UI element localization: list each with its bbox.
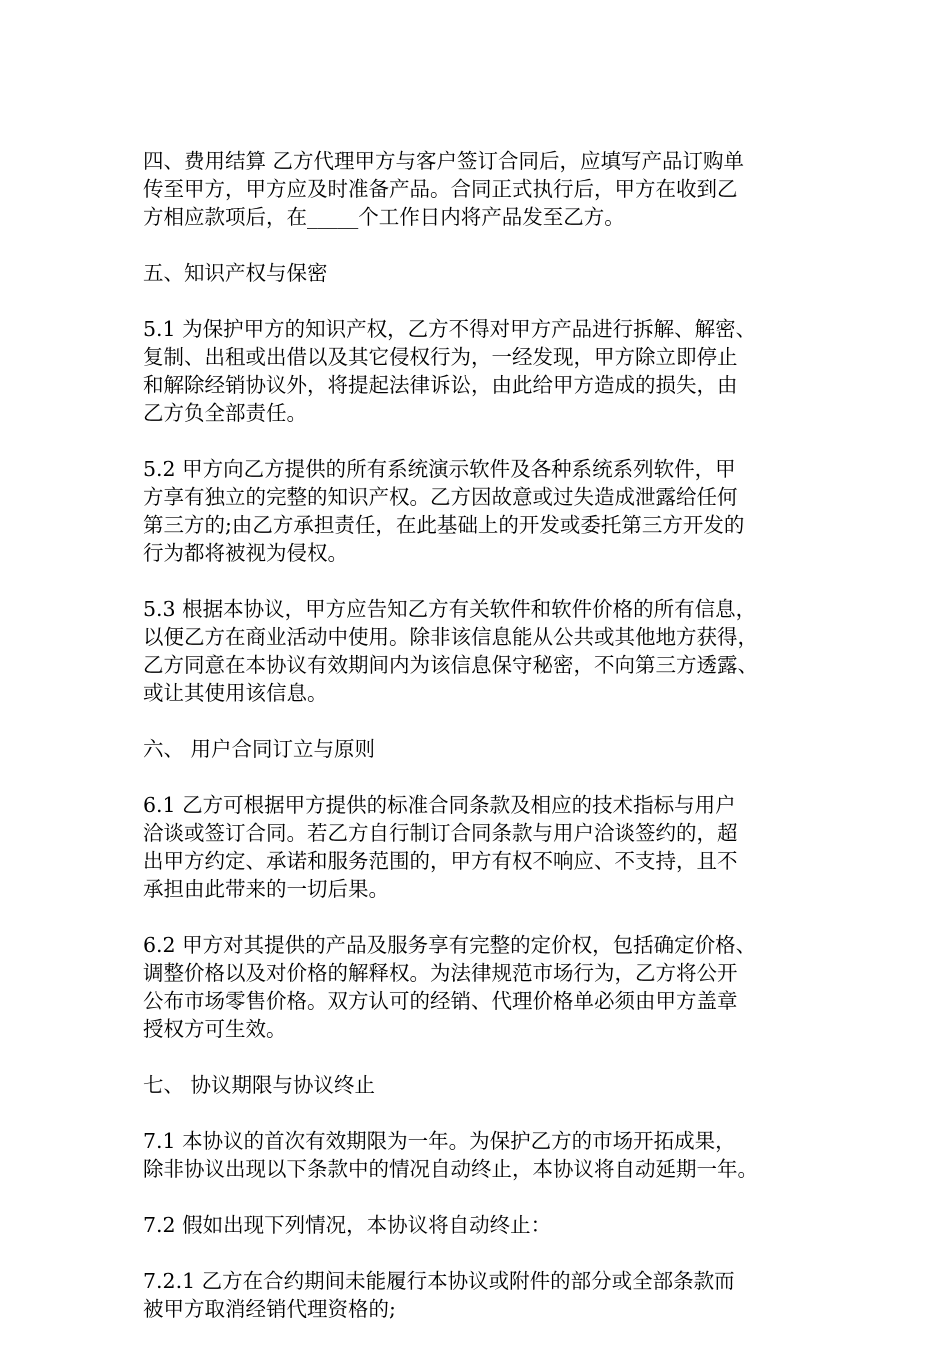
text-line: 5.2 甲方向乙方提供的所有系统演示软件及各种系统系列软件，甲 bbox=[143, 457, 736, 481]
text-line: 出甲方约定、承诺和服务范围的，甲方有权不响应、不支持，且不 bbox=[143, 849, 738, 873]
text-line: 授权方可生效。 bbox=[143, 1017, 287, 1041]
text-line: 7.2 假如出现下列情况，本协议将自动终止： bbox=[143, 1213, 552, 1237]
text-line: 6.2 甲方对其提供的产品及服务享有完整的定价权，包括确定价格、 bbox=[143, 933, 757, 957]
text-line: 被甲方取消经销代理资格的; bbox=[143, 1297, 396, 1321]
clause-6-1 bbox=[143, 791, 819, 903]
text-line: 乙方负全部责任。 bbox=[143, 401, 307, 425]
text-line: 第三方的;由乙方承担责任，在此基础上的开发或委托第三方开发的 bbox=[143, 513, 745, 537]
text-line: 复制、出租或出借以及其它侵权行为，一经发现，甲方除立即停止 bbox=[143, 345, 738, 369]
document-page bbox=[143, 147, 819, 1351]
section-7-heading bbox=[143, 1071, 819, 1099]
heading-line: 七、 协议期限与协议终止 bbox=[143, 1073, 376, 1097]
text-line: 6.1 乙方可根据甲方提供的标准合同条款及相应的技术指标与用户 bbox=[143, 793, 736, 817]
section-6-heading bbox=[143, 735, 819, 763]
text-line: 5.3 根据本协议，甲方应告知乙方有关软件和软件价格的所有信息， bbox=[143, 597, 757, 621]
text-line: 方享有独立的完整的知识产权。乙方因故意或过失造成泄露给任何 bbox=[143, 485, 738, 509]
section-4-fee-settlement bbox=[143, 147, 819, 231]
text-line: 除非协议出现以下条款中的情况自动终止，本协议将自动延期一年。 bbox=[143, 1157, 758, 1181]
section-5-heading bbox=[143, 259, 819, 287]
text-line: 5.1 为保护甲方的知识产权，乙方不得对甲方产品进行拆解、解密、 bbox=[143, 317, 757, 341]
heading-line: 五、知识产权与保密 bbox=[143, 261, 328, 285]
text-line: 乙方同意在本协议有效期间内为该信息保守秘密，不向第三方透露、 bbox=[143, 653, 758, 677]
heading-line: 六、 用户合同订立与原则 bbox=[143, 737, 376, 761]
clause-5-1 bbox=[143, 315, 819, 427]
clause-7-2-1 bbox=[143, 1267, 819, 1323]
text-line: 行为都将被视为侵权。 bbox=[143, 541, 348, 565]
text-line: 公布市场零售价格。双方认可的经销、代理价格单必须由甲方盖章 bbox=[143, 989, 738, 1013]
text-line: 以便乙方在商业活动中使用。除非该信息能从公共或其他地方获得， bbox=[143, 625, 758, 649]
clause-7-1 bbox=[143, 1127, 819, 1183]
text-line: 7.2.1 乙方在合约期间未能履行本协议或附件的部分或全部条款而 bbox=[143, 1269, 735, 1293]
clause-5-3 bbox=[143, 595, 819, 707]
text-line: 方相应款项后，在_____个工作日内将产品发至乙方。 bbox=[143, 205, 625, 229]
clause-7-2 bbox=[143, 1211, 819, 1239]
text-line: 洽谈或签订合同。若乙方自行制订合同条款与用户洽谈签约的，超 bbox=[143, 821, 738, 845]
text-line: 或让其使用该信息。 bbox=[143, 681, 328, 705]
text-line: 7.1 本协议的首次有效期限为一年。为保护乙方的市场开拓成果， bbox=[143, 1129, 736, 1153]
clause-5-2 bbox=[143, 455, 819, 567]
text-line: 承担由此带来的一切后果。 bbox=[143, 877, 389, 901]
text-line: 调整价格以及对价格的解释权。为法律规范市场行为，乙方将公开 bbox=[143, 961, 738, 985]
text-line: 传至甲方，甲方应及时准备产品。合同正式执行后，甲方在收到乙 bbox=[143, 177, 738, 201]
text-line: 四、费用结算 乙方代理甲方与客户签订合同后，应填写产品订购单 bbox=[143, 149, 745, 173]
text-line: 和解除经销协议外，将提起法律诉讼，由此给甲方造成的损失，由 bbox=[143, 373, 738, 397]
clause-6-2 bbox=[143, 931, 819, 1043]
